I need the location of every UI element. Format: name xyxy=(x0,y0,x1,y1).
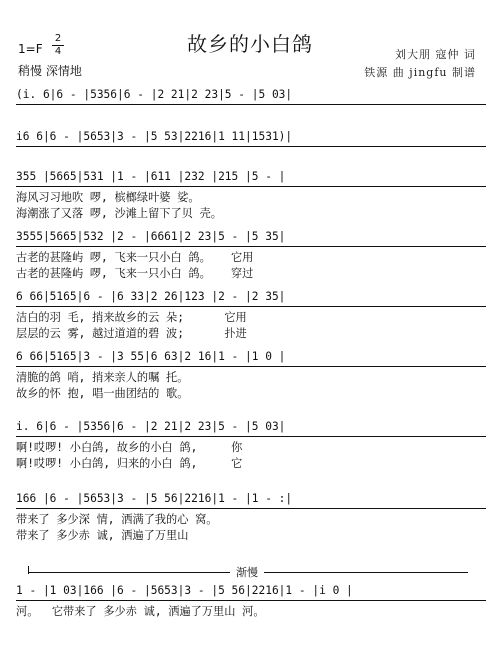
key-signature: 1=F xyxy=(18,42,43,56)
lyric-line: 啊!哎啰! 小白鸽, 归来的小白 鸽, 它 xyxy=(16,457,243,470)
notation-line: 3555|5665|532 |2 - |6661|2 23|5 - |5 35| xyxy=(16,228,486,247)
notation-line: (i. 6|6 - |5356|6 - |2 21|2 23|5 - |5 03| xyxy=(16,86,486,105)
notation-line: 6 66|5165|3 - |3 55|6 63|2 16|1 - |1 0 | xyxy=(16,348,486,367)
ritardando-label: 渐慢 xyxy=(230,564,264,580)
lyric-line: 海风习习地吹 啰, 槟榔绿叶婆 娑。 xyxy=(16,191,200,204)
notation-line: 355 |5665|531 |1 - |611 |232 |215 |5 - | xyxy=(16,168,486,187)
composer-credit: 铁源 曲 jingfu 制谱 xyxy=(364,66,476,79)
song-title: 故乡的小白鸽 xyxy=(187,32,313,56)
lyric-line: 河。 它带来了 多少赤 诚, 洒遍了万里山 河。 xyxy=(16,605,265,618)
lyric-line: 清脆的鸽 哨, 捎来亲人的嘱 托。 xyxy=(16,371,189,384)
lyric-line: 带来了 多少赤 诚, 洒遍了万里山 xyxy=(16,529,189,542)
tempo-marking: 稍慢 深情地 xyxy=(18,64,82,78)
lyric-line: 层层的云 雾, 越过道道的碧 波; 扑进 xyxy=(16,327,247,340)
lyric-line: 故乡的怀 抱, 唱一曲团结的 歌。 xyxy=(16,387,189,400)
lyric-line: 古老的甚隆屿 啰, 飞来一只小白 鸽。 它用 xyxy=(16,251,254,264)
notation-line: 6 66|5165|6 - |6 33|2 26|123 |2 - |2 35| xyxy=(16,288,486,307)
notation-line: 1 - |1 03|166 |6 - |5653|3 - |5 56|2216|1 - |i 0 | xyxy=(16,582,486,601)
notation-line: i6 6|6 - |5653|3 - |5 53|2216|1 11|1531)| xyxy=(16,128,486,147)
lyric-line: 带来了 多少深 情, 洒满了我的心 窝。 xyxy=(16,513,218,526)
meter-bottom: 4 xyxy=(54,46,62,57)
lyric-line: 海潮涨了又落 啰, 沙滩上留下了贝 壳。 xyxy=(16,207,222,220)
lyric-line: 古老的甚隆屿 啰, 飞来一只小白 鸽。 穿过 xyxy=(16,267,254,280)
notation-line: 166 |6 - |5653|3 - |5 56|2216|1 - |1 - :| xyxy=(16,490,486,509)
lyricist-credit: 刘大朋 寇仲 词 xyxy=(395,48,476,61)
lyric-line: 啊!哎啰! 小白鸽, 故乡的小白 鸽, 你 xyxy=(16,441,243,454)
meter-top: 2 xyxy=(54,33,62,44)
time-signature xyxy=(52,34,64,57)
notation-line: i. 6|6 - |5356|6 - |2 21|2 23|5 - |5 03| xyxy=(16,418,486,437)
lyric-line: 洁白的羽 毛, 捎来故乡的云 朵; 它用 xyxy=(16,311,247,324)
ritardando-line xyxy=(16,566,486,578)
